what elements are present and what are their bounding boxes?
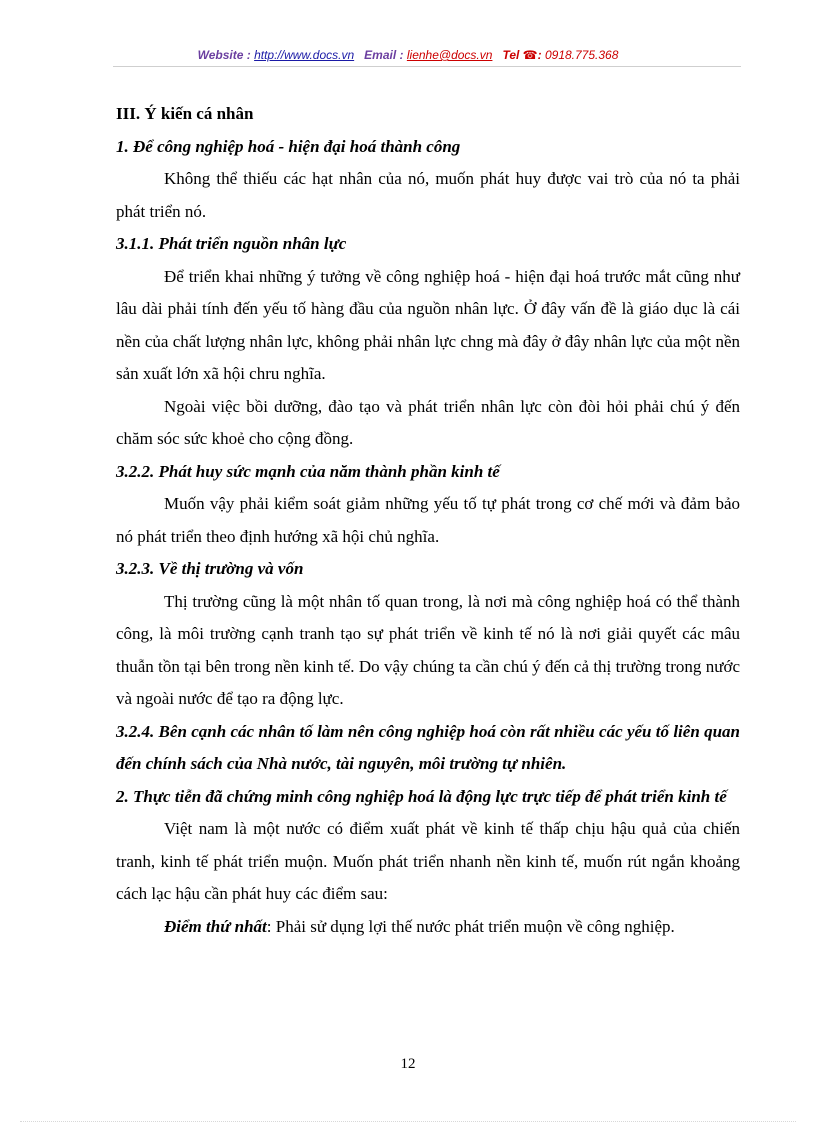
heading-3-2-4: 3.2.4. Bên cạnh các nhân tố làm nên công nghiệp hoá còn rất nhiều các yếu tố liên quan đến chính sách của Nhà nước, tài nguyên, môi trường tự nhiên.	[116, 721, 740, 773]
section-title: III. Ý kiến cá nhân	[116, 104, 254, 123]
heading-2: 2. Thực tiễn đã chứng minh công nghiệp hoá là động lực trực tiếp để phát triển kinh tế	[116, 786, 727, 806]
paragraph-4: Muốn vậy phải kiểm soát giảm những yếu tố tự phát trong cơ chế mới và đảm bảo nó phát triển theo định hướng xã hội chủ nghĩa.	[116, 494, 740, 546]
page-number: 12	[400, 1056, 416, 1072]
document-body	[116, 98, 740, 943]
page-header	[0, 48, 816, 64]
heading-3-1-1: 3.1.1. Phát triển nguồn nhân lực	[116, 234, 347, 253]
point-1-text: : Phải sử dụng lợi thế nước phát triển muộn về công nghiệp.	[266, 916, 675, 936]
header-divider	[113, 66, 741, 67]
page-bottom-divider	[20, 1121, 796, 1122]
paragraph-2: Để triển khai những ý tưởng về công nghiệp hoá - hiện đại hoá trước mắt cũng như lâu dài phải tính đến yếu tố hàng đầu của nguồn nhân lực. Ở đây vấn đề là giáo dục là cái nền của chất lượng nhân lực, không phải nhân lực chng mà đây ở đây nhân lực của một nền sản xuất lớn xã hội chru nghĩa.	[116, 266, 740, 383]
heading-3-2-2: 3.2.2. Phát huy sức mạnh của năm thành phần kinh tế	[116, 461, 500, 481]
paragraph-1: Không thể thiếu các hạt nhân của nó, muốn phát huy được vai trò của nó ta phải phát triển nó.	[116, 169, 740, 221]
point-1-label: Điểm thứ nhất	[164, 916, 267, 936]
website-label: Website :	[197, 48, 251, 62]
paragraph-3: Ngoài việc bồi dưỡng, đào tạo và phát triển nhân lực còn đòi hỏi phải chú ý đến chăm sóc sức khoẻ cho cộng đồng.	[116, 396, 740, 448]
email-label: Email :	[364, 48, 404, 62]
tel-value: 0918.775.368	[544, 48, 619, 62]
email-link[interactable]: lienhe@docs.vn	[406, 48, 493, 62]
paragraph-5: Thị trường cũng là một nhân tố quan trong, là nơi mà công nghiệp hoá có thể thành công, là môi trường cạnh tranh tạo sự phát triển về kinh tế nó là nơi giải quyết các mâu thuẫn tồn tại bên trong nền kinh tế. Do vậy chúng ta cần chú ý đến cả thị trường trong nước và ngoài nước để tạo ra động lực.	[116, 591, 740, 708]
paragraph-point-1	[116, 911, 740, 944]
tel-label: Tel ☎:	[502, 48, 542, 62]
website-link[interactable]: http://www.docs.vn	[254, 48, 355, 62]
paragraph-6: Việt nam là một nước có điểm xuất phát về kinh tế thấp chịu hậu quả của chiến tranh, kinh tế phát triển muộn. Muốn phát triển nhanh nền kinh tế, muốn rút ngắn khoảng cách lạc hậu cần phát huy các điểm sau:	[116, 819, 740, 903]
heading-3-2-3: 3.2.3. Về thị trường và vốn	[116, 559, 304, 578]
heading-1: 1. Để công nghiệp hoá - hiện đại hoá thành công	[116, 136, 461, 156]
